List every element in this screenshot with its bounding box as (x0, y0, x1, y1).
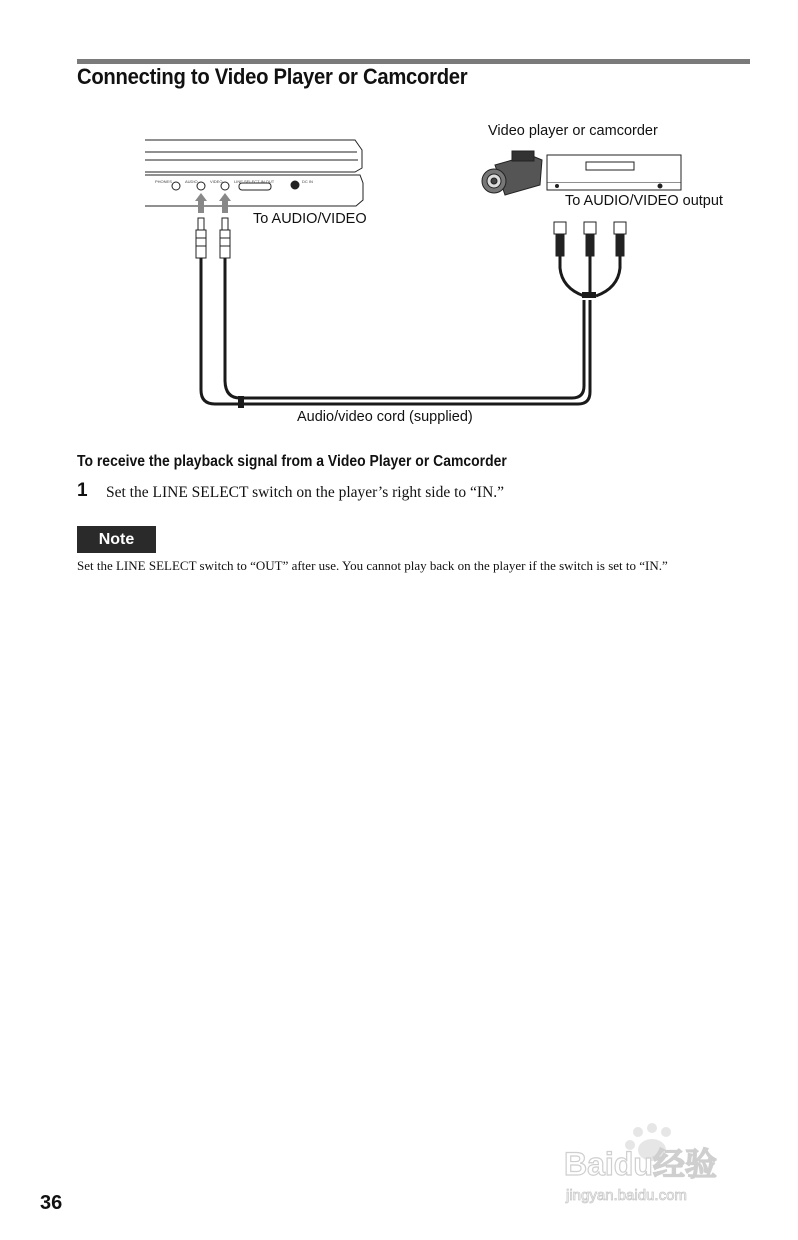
svg-text:LINE SELECT IN OUT: LINE SELECT IN OUT (234, 179, 275, 184)
dvd-player-illustration (145, 140, 363, 206)
rca-plugs (554, 222, 626, 256)
camcorder-icon (482, 151, 542, 195)
cord-clip (238, 396, 244, 408)
step-text: Set the LINE SELECT switch on the player’s right side to “IN.” (106, 484, 505, 501)
page-number: 36 (40, 1192, 63, 1214)
video-player-icon (547, 155, 681, 190)
label-av-input: To AUDIO/VIDEO (253, 211, 367, 227)
audio-video-cord (201, 255, 620, 404)
cord-splitter (582, 292, 596, 298)
svg-text:AUDIO: AUDIO (185, 179, 198, 184)
mini-plugs (196, 218, 230, 258)
label-av-output: To AUDIO/VIDEO output (565, 193, 723, 209)
connection-diagram (0, 0, 798, 440)
label-av-cord: Audio/video cord (supplied) (297, 409, 473, 425)
watermark-logo-text: Baidu经验 (564, 1146, 717, 1182)
svg-text:DC IN: DC IN (302, 179, 313, 184)
input-arrows (195, 193, 231, 213)
page-title: Connecting to Video Player or Camcorder (77, 64, 468, 89)
svg-text:VIDEO: VIDEO (210, 179, 223, 184)
note-label: Note (77, 526, 156, 553)
watermark-url: jingyan.baidu.com (566, 1187, 687, 1204)
baidu-watermark (560, 1120, 760, 1210)
note-text: Set the LINE SELECT switch to “OUT” after use. You cannot play back on the player if the switch is set to “IN.” (77, 558, 668, 573)
section-heading: To receive the playback signal from a Video Player or Camcorder (77, 453, 507, 470)
label-video-player: Video player or camcorder (488, 123, 658, 139)
svg-text:PHONES: PHONES (155, 179, 172, 184)
step-number: 1 (77, 480, 88, 501)
